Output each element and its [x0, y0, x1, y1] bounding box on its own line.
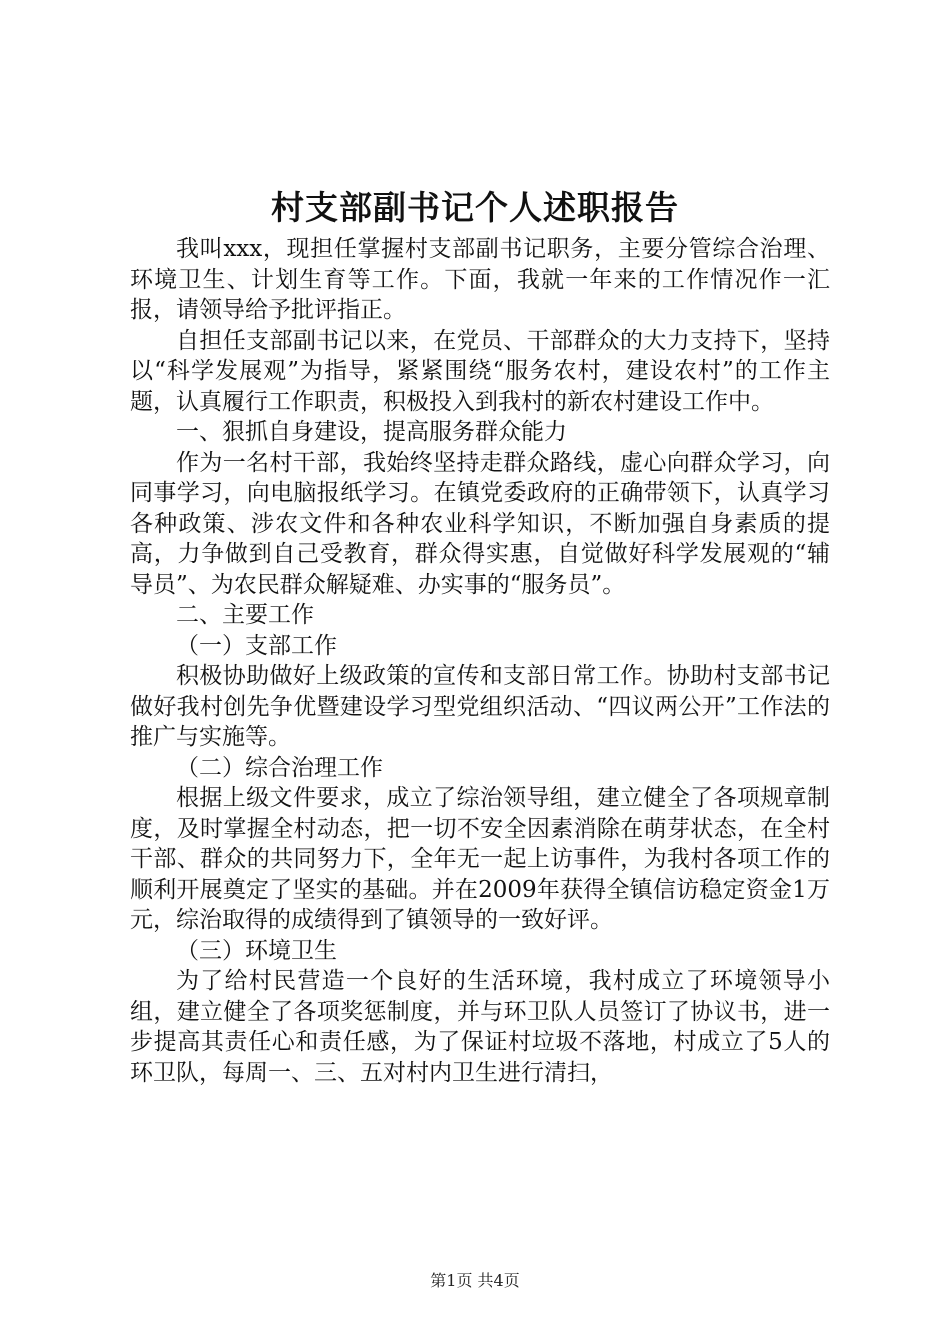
document-body [130, 234, 830, 1088]
heading-subsection-3: （三）环境卫生 [176, 937, 337, 964]
page-number-footer: 第1页 共4页 [430, 1271, 520, 1290]
paragraph-subsection-2: 根据上级文件要求，成立了综治领导组，建立健全了各项规章制度，及时掌握全村动态，把一切不安全因素消除在萌芽状态，在全村干部、群众的共同努力下，全年无一起上访事件，为我村各项工作的顺利开展奠定了坚实的基础。并在2009年获得全镇信访稳定资金1万元，综治取得的成绩得到了镇领导的一致好评。 [130, 785, 830, 933]
heading-subsection-2: （二）综合治理工作 [176, 754, 383, 781]
paragraph-subsection-3: 为了给村民营造一个良好的生活环境，我村成立了环境领导小组，建立健全了各项奖惩制度，并与环卫队人员签订了协议书，进一步提高其责任心和责任感，为了保证村垃圾不落地，村成立了5人的环卫队，每周一、三、五对村内卫生进行清扫， [130, 968, 830, 1086]
heading-section-2: 二、主要工作 [176, 602, 314, 628]
heading-section-1: 一、狠抓自身建设，提高服务群众能力 [176, 419, 567, 445]
paragraph-intro: 我叫xxx，现担任掌握村支部副书记职务，主要分管综合治理、环境卫生、计划生育等工作。下面，我就一年来的工作情况作一汇报，请领导给予批评指正。 [130, 236, 830, 323]
heading-subsection-1: （一）支部工作 [176, 632, 337, 659]
paragraph-section-1: 作为一名村干部，我始终坚持走群众路线，虚心向群众学习，向同事学习，向电脑报纸学习。在镇党委政府的正确带领下，认真学习各种政策、涉农文件和各种农业科学知识，不断加强自身素质的提高，力争做到自己受教育，群众得实惠，自觉做好科学发展观的“辅导员”、为农民群众解疑难、办实事的“服务员”。 [130, 449, 830, 598]
paragraph-subsection-1: 积极协助做好上级政策的宣传和支部日常工作。协助村支部书记做好我村创先争优暨建设学习型党组织活动、“四议两公开”工作法的推广与实施等。 [130, 663, 830, 750]
document-title: 村支部副书记个人述职报告 [271, 188, 679, 227]
paragraph-overview: 自担任支部副书记以来，在党员、干部群众的大力支持下，坚持以“科学发展观”为指导，紧紧围绕“服务农村，建设农村”的工作主题，认真履行工作职责，积极投入到我村的新农村建设工作中。 [130, 327, 830, 415]
